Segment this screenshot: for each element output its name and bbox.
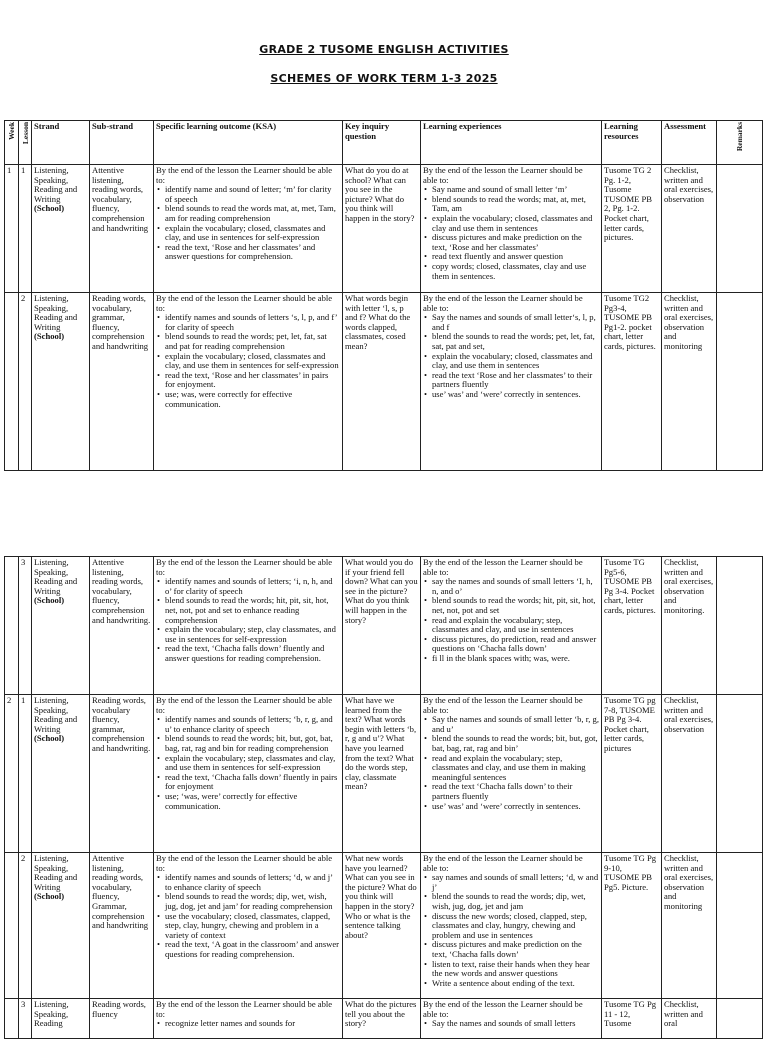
substrand-cell: Reading words, fluency [90, 999, 154, 1039]
ksa-intro: By the end of the lesson the Learner should be able to: [156, 557, 333, 577]
ksa-list [156, 715, 340, 811]
table-row [5, 293, 763, 471]
inquiry-cell: What new words have you learned? What can you see in the picture? What do you think will happen in the story? Who or what is the sentence talking about? [343, 853, 421, 999]
experience-item: • Say the names and sounds of small letter‘s, l, p, and f [432, 313, 599, 332]
strand-text: Listening, Speaking, Reading and Writing [34, 695, 78, 734]
ksa-list [156, 873, 340, 959]
experiences-intro: By the end of the lesson the Learner should be able to: [423, 557, 583, 577]
substrand-cell: Reading words, vocabulary fluency, grammar, comprehension and handwriting. [90, 695, 154, 853]
schemes-table-page-1 [4, 120, 763, 471]
experiences-list [423, 873, 599, 988]
experiences-cell [421, 293, 602, 471]
remarks-cell [717, 293, 763, 471]
ksa-item: • read the text, ‘Rose and her classmates’ in pairs for enjoyment. [165, 371, 340, 390]
strand-cell [32, 853, 90, 999]
ksa-intro: By the end of the lesson the Learner should be able to: [156, 293, 333, 313]
strand-text: Listening, Speaking, Reading and Writing [34, 165, 78, 204]
experience-item: • discuss the new words; closed, clapped, step, classmates and clay, hungry, chewing and problem and use in sentences [432, 912, 599, 941]
document-title: GRADE 2 TUSOME ENGLISH ACTIVITIES [259, 43, 509, 56]
experience-item: • Say the names and sounds of small letters [432, 1019, 599, 1029]
experiences-intro: By the end of the lesson the Learner should be able to: [423, 293, 583, 313]
lesson-cell: 1 [19, 165, 32, 293]
substrand-cell: Reading words, vocabulary, grammar, fluency, comprehension and handwriting [90, 293, 154, 471]
inquiry-cell: What do you do at school? What can you see in the picture? What do you think will happen in the story? [343, 165, 421, 293]
experience-item: • say the names and sounds of small letters ‘I, h, n, and o’ [432, 577, 599, 596]
week-cell [5, 999, 19, 1039]
experience-item: • discuss pictures, do prediction, read and answer questions on ‘Chacha falls down’ [432, 635, 599, 654]
experience-item: • read text fluently and answer question [432, 252, 599, 262]
assessment-cell: Checklist, written and oral exercises, observation and monitoring [662, 293, 717, 471]
strand-cell [32, 557, 90, 695]
ksa-intro: By the end of the lesson the Learner should be able to: [156, 695, 333, 715]
week-cell: 1 [5, 165, 19, 293]
table-row [5, 557, 763, 695]
ksa-list [156, 313, 340, 409]
ksa-item: • explain the vocabulary; step, clay classmates, and use in sentences for self-expression [165, 625, 340, 644]
ksa-item: • read the text, ‘Chacha falls down’ fluently and answer questions for reading comprehension. [165, 644, 340, 663]
experience-item: • blend the sounds to read the words; dip, wet, wish, jug, dog, jet and jam [432, 892, 599, 911]
strand-cell [32, 999, 90, 1039]
strand-school: (School) [34, 733, 65, 744]
experience-item: • Say name and sound of small letter ‘m’ [432, 185, 599, 195]
experience-item: • blend the sounds to read the words; pet, let, fat, sat, pat and set, [432, 332, 599, 351]
experiences-intro: By the end of the lesson the Learner should be able to: [423, 999, 583, 1019]
header-strand: Strand [32, 121, 90, 165]
experience-item: • read the text ‘Rose and her classmates’ to their partners fluently [432, 371, 599, 390]
table-row [5, 999, 763, 1039]
remarks-cell [717, 165, 763, 293]
ksa-cell [154, 853, 343, 999]
ksa-item: • read the text, ‘Chacha falls down’ fluently in pairs for enjoyment [165, 773, 340, 792]
header-substrand: Sub-strand [90, 121, 154, 165]
experiences-list [423, 185, 599, 281]
table-header-row [5, 121, 763, 165]
ksa-item: • use; was, were correctly for effective communication. [165, 390, 340, 409]
experience-item: • copy words; closed, classmates, clay and use them in sentences. [432, 262, 599, 281]
experience-item: • read and explain the vocabulary; step, classmates and clay, and use in sentences [432, 616, 599, 635]
ksa-item: • identify name and sound of letter; ‘m’ for clarity of speech [165, 185, 340, 204]
ksa-item: • identify names and sounds of letters; ‘b, r, g, and u’ to enhance clarity of speech [165, 715, 340, 734]
experience-item: • say names and sounds of small letters; ‘d, w and j’ [432, 873, 599, 892]
resources-cell: Tusome TG2 Pg3-4, TUSOME PB Pg1-2. pocket chart, letter cards, pictures. [602, 293, 662, 471]
experiences-cell [421, 165, 602, 293]
strand-text: Listening, Speaking, Reading and Writing [34, 557, 78, 596]
lesson-cell: 2 [19, 853, 32, 999]
remarks-cell [717, 695, 763, 853]
strand-cell [32, 165, 90, 293]
experience-item: • Say the names and sounds of small letter ‘b, r, g, and u’ [432, 715, 599, 734]
ksa-cell [154, 557, 343, 695]
strand-text: Listening, Speaking, Reading [34, 999, 69, 1029]
ksa-item: • blend sounds to read the words; bit, but, got, bat, bag, rat, rag and bin for reading comprehension [165, 734, 340, 753]
experience-item: • fi ll in the blank spaces with; was, were. [432, 654, 599, 664]
experience-item: • listen to text, raise their hands when they hear the new words and answer questions [432, 960, 599, 979]
header-assessment: Assessment [662, 121, 717, 165]
schemes-table-page-2 [4, 556, 763, 1039]
assessment-cell: Checklist, written and oral [662, 999, 717, 1039]
ksa-intro: By the end of the lesson the Learner should be able to: [156, 165, 333, 185]
remarks-cell [717, 853, 763, 999]
experience-item: • read and explain the vocabulary; step, classmates and clay, and use them in making meaningful sentences [432, 754, 599, 783]
strand-school: (School) [34, 891, 65, 902]
lesson-cell: 1 [19, 695, 32, 853]
substrand-cell: Attentive listening, reading words, vocabulary, fluency, comprehension and handwriting. [90, 557, 154, 695]
lesson-cell: 3 [19, 557, 32, 695]
ksa-item: • recognize letter names and sounds for [165, 1019, 340, 1029]
experience-item: • use’ was’ and ‘were’ correctly in sentences. [432, 802, 599, 812]
strand-cell [32, 695, 90, 853]
experience-item: • discuss pictures and make prediction on the text, ‘Chacha falls down’ [432, 940, 599, 959]
week-cell [5, 293, 19, 471]
strand-text: Listening, Speaking, Reading and Writing [34, 293, 78, 332]
header-ksa: Specific learning outcome (KSA) [154, 121, 343, 165]
ksa-item: • explain the vocabulary; closed, classmates and clay, and use in sentences for self-expression [165, 224, 340, 243]
substrand-cell: Attentive listening, reading words, vocabulary, fluency, Grammar, comprehension and handwriting [90, 853, 154, 999]
remarks-cell [717, 557, 763, 695]
table-row [5, 165, 763, 293]
lesson-cell: 2 [19, 293, 32, 471]
header-lesson: Lesson [19, 121, 32, 165]
ksa-cell [154, 695, 343, 853]
lesson-cell: 3 [19, 999, 32, 1039]
experiences-intro: By the end of the lesson the Learner should be able to: [423, 695, 583, 715]
week-cell: 2 [5, 695, 19, 853]
ksa-list [156, 577, 340, 663]
ksa-item: • read the text, ‘Rose and her classmates’ and answer questions for comprehension. [165, 243, 340, 262]
ksa-item: • use the vocabulary; closed, classmates, clapped, step, clay, hungry, chewing and problem in a variety of context [165, 912, 340, 941]
table-row [5, 695, 763, 853]
ksa-item: • explain the vocabulary; step, classmates and clay, and use them in sentences for self-expression [165, 754, 340, 773]
ksa-item: • blend sounds to read the words; dip, wet, wish, jug, dog, jet and jam’ for reading comprehension [165, 892, 340, 911]
ksa-item: • blend sounds to read the words; hit, pit, sit, hot, net, not, pot and set to enhance reading comprehension [165, 596, 340, 625]
experiences-list [423, 313, 599, 399]
inquiry-cell: What words begin with letter ‘l, s, p and f? What do the words clapped, classmates, cosed mean? [343, 293, 421, 471]
ksa-cell [154, 165, 343, 293]
experiences-list [423, 715, 599, 811]
week-cell [5, 853, 19, 999]
experience-item: • blend sounds to read the words; hit, pit, sit, hot, net, not, pot and set [432, 596, 599, 615]
remarks-cell [717, 999, 763, 1039]
ksa-cell [154, 999, 343, 1039]
week-cell [5, 557, 19, 695]
ksa-item: • identify names and sounds of letters ‘s, l, p, and f’ for clarity of speech [165, 313, 340, 332]
resources-cell: Tusome TG pg 7-8, TUSOME PB Pg 3-4. Pocket chart, letter cards, pictures [602, 695, 662, 853]
ksa-item: • blend sounds to read the words; pet, let, fat, sat and pat for reading comprehension [165, 332, 340, 351]
experience-item: • use’ was’ and ‘were’ correctly in sentences. [432, 390, 599, 400]
strand-text: Listening, Speaking, Reading and Writing [34, 853, 78, 892]
header-experiences: Learning experiences [421, 121, 602, 165]
strand-cell [32, 293, 90, 471]
experiences-cell [421, 695, 602, 853]
resources-cell: Tusome TG Pg5-6, TUSOME PB Pg 3-4. Pocket chart, letter cards, pictures. [602, 557, 662, 695]
assessment-cell: Checklist, written and oral exercises, observation [662, 165, 717, 293]
inquiry-cell: What have we learned from the text? What words begin with letters ‘b, r, g and u’? What have you learned from the text? What do the words step, clay, classmate mean? [343, 695, 421, 853]
ksa-intro: By the end of the lesson the Learner should be able to: [156, 999, 333, 1019]
ksa-item: • explain the vocabulary; closed, classmates and clay, and use them in sentences for self-expression [165, 352, 340, 371]
assessment-cell: Checklist, written and oral exercises, observation [662, 695, 717, 853]
inquiry-cell: What would you do if your friend fell down? What can you see in the picture? What do you think will happen in the story? [343, 557, 421, 695]
header-resources: Learning resources [602, 121, 662, 165]
experience-item: • explain the vocabulary; closed, classmates and clay, and use them in sentences [432, 352, 599, 371]
header-remarks: Remarks [717, 121, 763, 165]
experiences-intro: By the end of the lesson the Learner should be able to: [423, 165, 583, 185]
ksa-list [156, 185, 340, 262]
inquiry-cell: What do the pictures tell you about the story? [343, 999, 421, 1039]
resources-cell: Tusome TG Pg 9-10, TUSOME PB Pg5. Picture. [602, 853, 662, 999]
strand-school: (School) [34, 331, 65, 342]
document-subtitle: SCHEMES OF WORK TERM 1-3 2025 [270, 72, 498, 85]
resources-cell: Tusome TG Pg 11 - 12, Tusome [602, 999, 662, 1039]
ksa-item: • use; ‘was, were’ correctly for effective communication. [165, 792, 340, 811]
ksa-item: • identify names and sounds of letters; ‘i, n, h, and o’ for clarity of speech [165, 577, 340, 596]
ksa-cell [154, 293, 343, 471]
experiences-cell [421, 853, 602, 999]
experiences-intro: By the end of the lesson the Learner should be able to: [423, 853, 583, 873]
assessment-cell: Checklist, written and oral exercises, observation and monitoring [662, 853, 717, 999]
resources-cell: Tusome TG 2 Pg. 1-2, Tusome TUSOME PB 2, Pg. 1-2. Pocket chart, letter cards, pictures. [602, 165, 662, 293]
experience-item: • blend sounds to read the words; mat, at, met, Tam, am [432, 195, 599, 214]
experience-item: • Write a sentence about ending of the text. [432, 979, 599, 989]
experience-item: • blend the sounds to read the words; bit, but, got, bat, bag, rat, rag and bin’ [432, 734, 599, 753]
ksa-intro: By the end of the lesson the Learner should be able to: [156, 853, 333, 873]
table-row [5, 853, 763, 999]
ksa-item: • blend sounds to read the words mat, at, met, Tam, am for reading comprehension [165, 204, 340, 223]
substrand-cell: Attentive listening, reading words, vocabulary, fluency, comprehension and handwriting [90, 165, 154, 293]
experiences-cell [421, 999, 602, 1039]
experience-item: • discuss pictures and make prediction on the text, ‘Rose and her classmates’ [432, 233, 599, 252]
ksa-item: • identify names and sounds of letters; ‘d, w and j’ to enhance clarity of speech [165, 873, 340, 892]
experiences-cell [421, 557, 602, 695]
strand-school: (School) [34, 203, 65, 214]
experience-item: • read the text ‘Chacha falls down’ to their partners fluently [432, 782, 599, 801]
strand-school: (School) [34, 595, 65, 606]
experience-item: • explain the vocabulary; closed, classmates and clay and use them in sentences [432, 214, 599, 233]
header-inquiry: Key inquiry question [343, 121, 421, 165]
header-week: Week [5, 121, 19, 165]
ksa-item: • read the text, ‘A goat in the classroom’ and answer questions for reading comprehension. [165, 940, 340, 959]
assessment-cell: Checklist, written and oral exercises, observation and monitoring. [662, 557, 717, 695]
experiences-list [423, 577, 599, 663]
